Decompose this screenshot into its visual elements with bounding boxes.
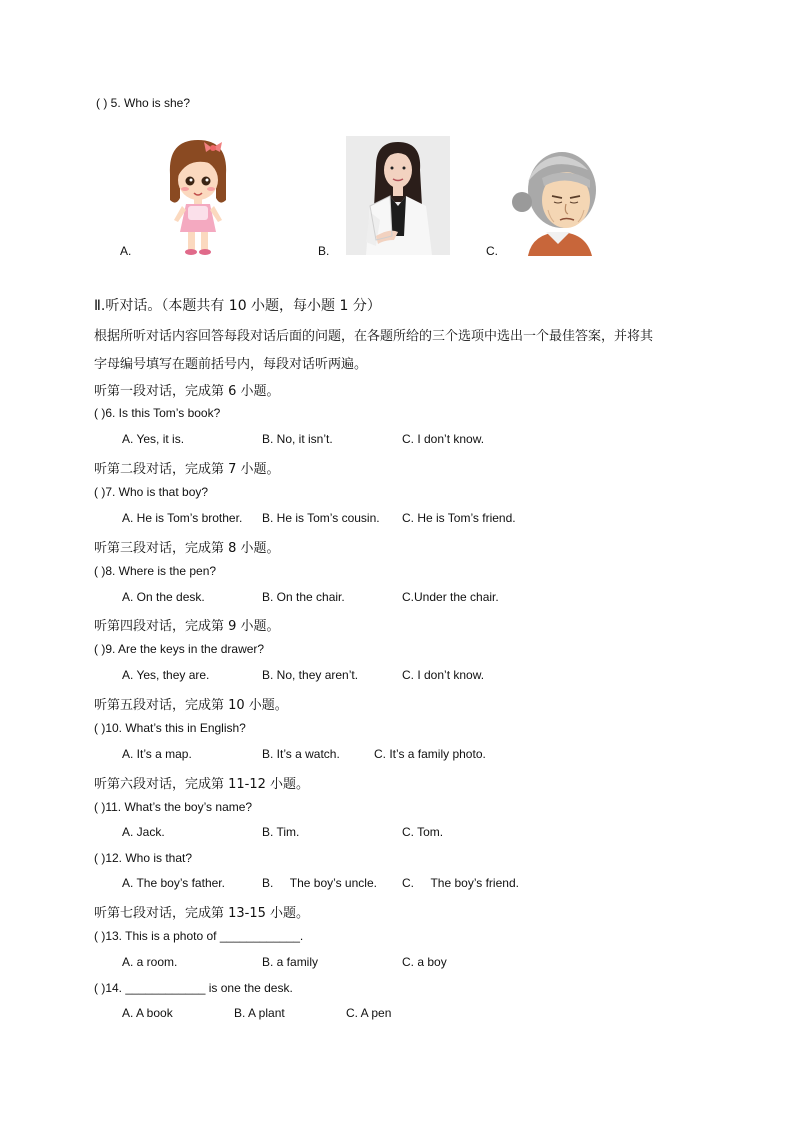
question-9-option-c: C. I don’t know. — [402, 668, 485, 682]
question-8-option-a: A. On the desk. — [122, 590, 205, 604]
question-10-option-c: C. It’s a family photo. — [374, 747, 486, 761]
question-13-stem: ( )13. This is a photo of ____________. — [94, 929, 304, 943]
question-12-stem: ( )12. Who is that? — [94, 851, 193, 865]
question-11-stem: ( )11. What’s the boy’s name? — [94, 800, 253, 814]
question-6-option-b: B. No, it isn’t. — [262, 432, 333, 446]
cartoon-girl-icon — [160, 136, 236, 261]
question-6-option-c: C. I don’t know. — [402, 432, 485, 446]
question-8-option-b: B. On the chair. — [262, 590, 345, 604]
woman-photo — [346, 136, 450, 258]
option-c-letter: C. — [486, 244, 498, 258]
question-10-option-b: B. It’s a watch. — [262, 747, 340, 761]
question-9-stem: ( )9. Are the keys in the drawer? — [94, 642, 265, 656]
question-7-option-a: A. He is Tom’s brother. — [122, 511, 243, 525]
group-7-heading: 听第七段对话，完成第 13-15 小题。 — [94, 906, 310, 921]
question-13-option-c: C. a boy — [402, 955, 447, 969]
old-woman-icon — [508, 140, 608, 259]
question-6-stem: ( )6. Is this Tom’s book? — [94, 406, 221, 420]
group-5-heading: 听第五段对话，完成第 10 小题。 — [94, 698, 288, 713]
question-11-option-b: B. Tim. — [262, 825, 300, 839]
group-4-heading: 听第四段对话，完成第 9 小题。 — [94, 619, 280, 634]
question-9-option-b: B. No, they aren’t. — [262, 668, 359, 682]
question-11-option-a: A. Jack. — [122, 825, 165, 839]
section-2-title: Ⅱ.听对话。（本题共有 10 小题，每小题 1 分） — [94, 298, 381, 314]
question-11-option-c: C. Tom. — [402, 825, 444, 839]
question-14-stem: ( )14. ____________ is one the desk. — [94, 981, 293, 995]
question-8-option-c: C.Under the chair. — [402, 590, 499, 604]
option-a-letter: A. — [120, 244, 132, 258]
question-9-option-a: A. Yes, they are. — [122, 668, 210, 682]
question-14-option-c: C. A pen — [346, 1006, 392, 1020]
group-1-heading: 听第一段对话，完成第 6 小题。 — [94, 384, 280, 399]
group-3-heading: 听第三段对话，完成第 8 小题。 — [94, 541, 280, 556]
question-7-option-c: C. He is Tom’s friend. — [402, 511, 516, 525]
question-10-option-a: A. It’s a map. — [122, 747, 192, 761]
group-6-heading: 听第六段对话，完成第 11-12 小题。 — [94, 777, 310, 792]
question-7-option-b: B. He is Tom’s cousin. — [262, 511, 380, 525]
question-14-option-a: A. A book — [122, 1006, 173, 1020]
question-14-option-b: B. A plant — [234, 1006, 285, 1020]
question-8-stem: ( )8. Where is the pen? — [94, 564, 217, 578]
question-12-option-b: B. The boy’s uncle. — [262, 876, 377, 890]
question-10-stem: ( )10. What’s this in English? — [94, 721, 246, 735]
section-2-instruction-2: 字母编号填写在题前括号内，每段对话听两遍。 — [94, 357, 368, 372]
question-12-option-c: C. The boy’s friend. — [402, 876, 519, 890]
question-5-stem: ( ) 5. Who is she? — [96, 96, 191, 110]
question-12-option-a: A. The boy’s father. — [122, 876, 225, 890]
option-b-letter: B. — [318, 244, 330, 258]
section-2-instruction-1: 根据所听对话内容回答每段对话后面的问题，在各题所给的三个选项中选出一个最佳答案，并将其 — [94, 329, 654, 344]
question-13-option-b: B. a family — [262, 955, 319, 969]
question-13-option-a: A. a room. — [122, 955, 178, 969]
group-2-heading: 听第二段对话，完成第 7 小题。 — [94, 462, 280, 477]
question-7-stem: ( )7. Who is that boy? — [94, 485, 209, 499]
question-6-option-a: A. Yes, it is. — [122, 432, 185, 446]
